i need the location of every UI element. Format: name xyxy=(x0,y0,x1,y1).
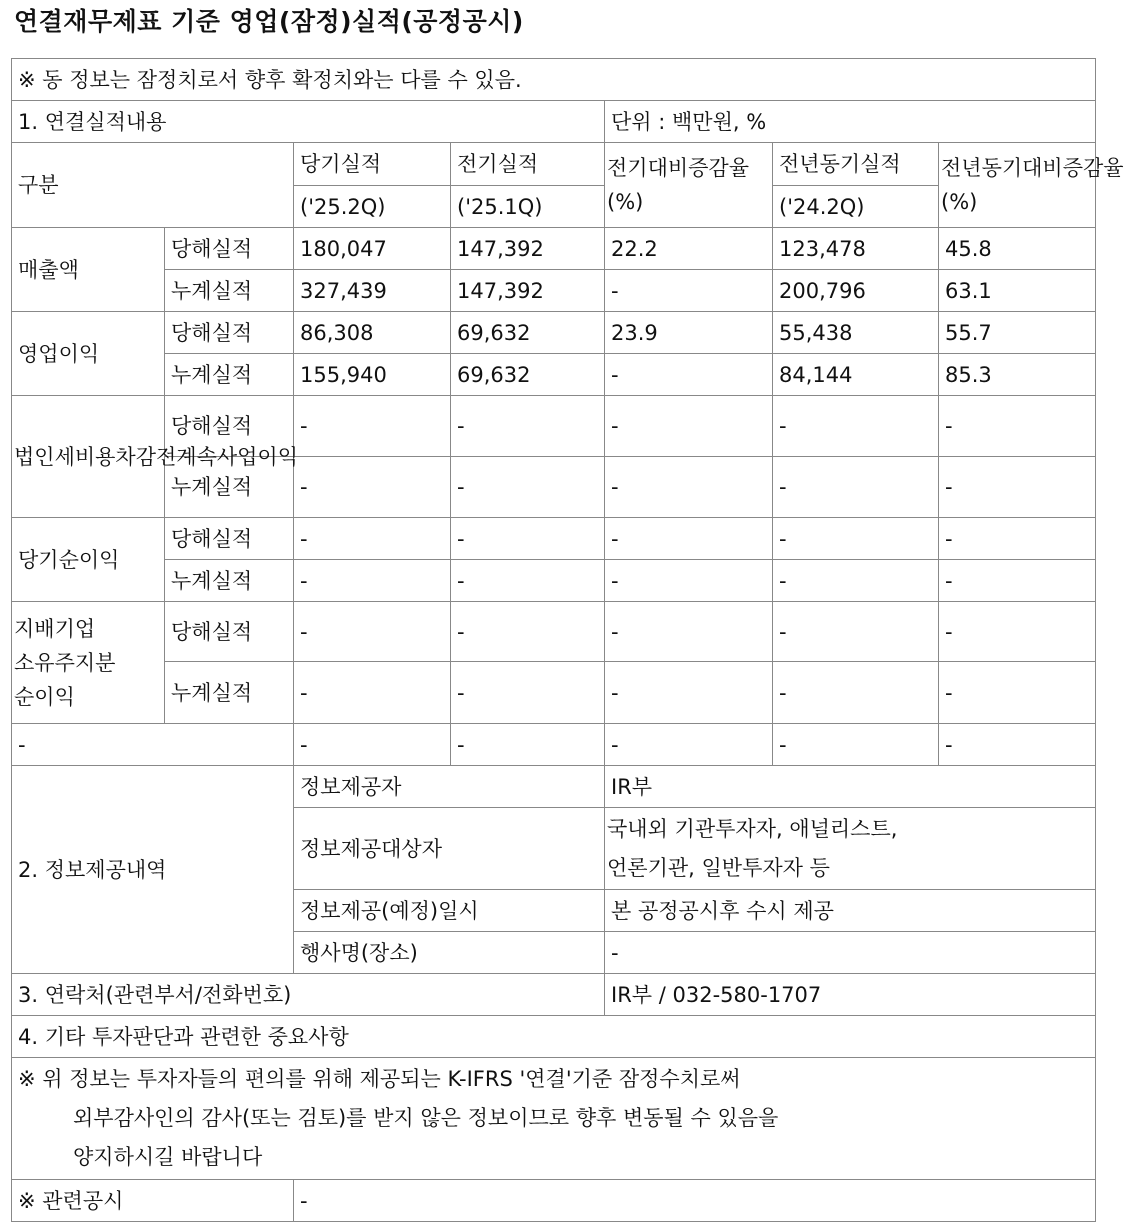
table-row xyxy=(12,354,1096,396)
row-type: 당해실적 xyxy=(165,228,294,270)
metric-name: 영업이익 xyxy=(12,312,165,396)
table-row xyxy=(12,312,1096,354)
note-line: 외부감사인의 감사(또는 검토)를 받지 않은 정보이므로 향후 변동될 수 있음을 xyxy=(73,1106,779,1130)
provider-label: 정보제공자 xyxy=(294,766,605,808)
event-value: - xyxy=(605,932,1096,974)
value-previous: - xyxy=(451,396,605,457)
date-label: 정보제공(예정)일시 xyxy=(294,890,605,932)
value-prior-year: - xyxy=(773,602,939,662)
value-yoy: - xyxy=(939,560,1096,602)
row-type: 누계실적 xyxy=(165,560,294,602)
value-current: - xyxy=(294,518,451,560)
notice-text: ※ 동 정보는 잠정치로서 향후 확정치와는 다를 수 있음. xyxy=(12,59,1096,101)
value-prior-year: - xyxy=(773,396,939,457)
value-qoq: - xyxy=(605,457,773,518)
row-type: 누계실적 xyxy=(165,270,294,312)
value-previous: 69,632 xyxy=(451,312,605,354)
note-line: ※ 위 정보는 투자자들의 편의를 위해 제공되는 K-IFRS '연결'기준 잠정수치로써 xyxy=(18,1067,741,1091)
value-yoy: - xyxy=(939,518,1096,560)
table-row xyxy=(12,396,1096,457)
value-qoq: - xyxy=(605,354,773,396)
value-previous: - xyxy=(451,724,605,766)
value-yoy: - xyxy=(939,396,1096,457)
value-qoq: - xyxy=(605,662,773,724)
row-type: 누계실적 xyxy=(165,354,294,396)
contact-label: 3. 연락처(관련부서/전화번호) xyxy=(12,974,605,1016)
value-prior-year: - xyxy=(773,457,939,518)
section4-label: 4. 기타 투자판단과 관련한 중요사항 xyxy=(12,1016,1096,1058)
value-current: - xyxy=(294,724,451,766)
value-qoq: - xyxy=(605,560,773,602)
metric-name: 법인세비용차감전계속사업이익 xyxy=(12,396,165,518)
row-type: 당해실적 xyxy=(165,396,294,457)
header-current-period: ('25.2Q) xyxy=(294,186,451,228)
header-prior-year-period: ('24.2Q) xyxy=(773,186,939,228)
value-yoy: - xyxy=(939,724,1096,766)
important-notes xyxy=(12,1058,1096,1180)
value-qoq: - xyxy=(605,518,773,560)
header-previous-period: ('25.1Q) xyxy=(451,186,605,228)
row-type: 누계실적 xyxy=(165,662,294,724)
value-prior-year: - xyxy=(773,662,939,724)
row-type: 당해실적 xyxy=(165,602,294,662)
value-yoy: - xyxy=(939,662,1096,724)
value-current: 180,047 xyxy=(294,228,451,270)
value-previous: 147,392 xyxy=(451,228,605,270)
value-previous: - xyxy=(451,518,605,560)
value-yoy: - xyxy=(939,457,1096,518)
header-previous: 전기실적 xyxy=(451,143,605,186)
date-value: 본 공정공시후 수시 제공 xyxy=(605,890,1096,932)
value-qoq: - xyxy=(605,602,773,662)
value-qoq: 22.2 xyxy=(605,228,773,270)
value-current: - xyxy=(294,560,451,602)
table-row xyxy=(12,518,1096,560)
provider-value: IR부 xyxy=(605,766,1096,808)
target-line: 언론기관, 일반투자자 등 xyxy=(607,855,830,880)
related-label: ※ 관련공시 xyxy=(12,1180,294,1222)
target-line: 국내외 기관투자자, 애널리스트, xyxy=(607,816,898,841)
value-prior-year: 84,144 xyxy=(773,354,939,396)
value-yoy: - xyxy=(939,602,1096,662)
value-qoq: - xyxy=(605,270,773,312)
header-current: 당기실적 xyxy=(294,143,451,186)
value-current: 86,308 xyxy=(294,312,451,354)
metric-name: 당기순이익 xyxy=(12,518,165,602)
table-row xyxy=(12,602,1096,662)
table-row xyxy=(12,270,1096,312)
row-type: 누계실적 xyxy=(165,457,294,518)
value-qoq: 23.9 xyxy=(605,312,773,354)
header-yoy: 전년동기대비증감율(%) xyxy=(939,143,1096,228)
value-previous: - xyxy=(451,662,605,724)
value-yoy: 55.7 xyxy=(939,312,1096,354)
related-value: - xyxy=(294,1180,1096,1222)
contact-value: IR부 / 032-580-1707 xyxy=(605,974,1096,1016)
value-yoy: 63.1 xyxy=(939,270,1096,312)
value-prior-year: 123,478 xyxy=(773,228,939,270)
value-prior-year: 55,438 xyxy=(773,312,939,354)
row-type: 당해실적 xyxy=(165,518,294,560)
value-yoy: 85.3 xyxy=(939,354,1096,396)
value-prior-year: - xyxy=(773,518,939,560)
value-previous: - xyxy=(451,457,605,518)
extra-row-name: - xyxy=(12,724,294,766)
value-previous: - xyxy=(451,602,605,662)
page-title: 연결재무제표 기준 영업(잠정)실적(공정공시) xyxy=(14,7,524,36)
table-row xyxy=(12,560,1096,602)
value-qoq: - xyxy=(605,724,773,766)
value-qoq: - xyxy=(605,396,773,457)
value-current: - xyxy=(294,662,451,724)
value-yoy: 45.8 xyxy=(939,228,1096,270)
value-previous: 147,392 xyxy=(451,270,605,312)
metric-name: 매출액 xyxy=(12,228,165,312)
table-row xyxy=(12,662,1096,724)
header-qoq: 전기대비증감율(%) xyxy=(605,143,773,228)
disclosure-table xyxy=(11,58,1124,1222)
note-line: 양지하시길 바랍니다 xyxy=(73,1145,263,1169)
value-current: 327,439 xyxy=(294,270,451,312)
value-prior-year: - xyxy=(773,560,939,602)
target-label: 정보제공대상자 xyxy=(294,808,605,890)
header-prior-year: 전년동기실적 xyxy=(773,143,939,186)
metric-name: 지배기업 소유주지분 순이익 xyxy=(12,602,165,724)
value-previous: 69,632 xyxy=(451,354,605,396)
value-prior-year: 200,796 xyxy=(773,270,939,312)
header-category: 구분 xyxy=(12,143,294,228)
table-row xyxy=(12,724,1096,766)
value-prior-year: - xyxy=(773,724,939,766)
value-current: 155,940 xyxy=(294,354,451,396)
unit-label: 단위 : 백만원, % xyxy=(605,101,1096,143)
value-current: - xyxy=(294,602,451,662)
event-label: 행사명(장소) xyxy=(294,932,605,974)
value-current: - xyxy=(294,457,451,518)
value-current: - xyxy=(294,396,451,457)
section2-label: 2. 정보제공내역 xyxy=(12,766,294,974)
target-value xyxy=(605,808,1096,890)
value-previous: - xyxy=(451,560,605,602)
section1-label: 1. 연결실적내용 xyxy=(12,101,605,143)
row-type: 당해실적 xyxy=(165,312,294,354)
table-row xyxy=(12,228,1096,270)
